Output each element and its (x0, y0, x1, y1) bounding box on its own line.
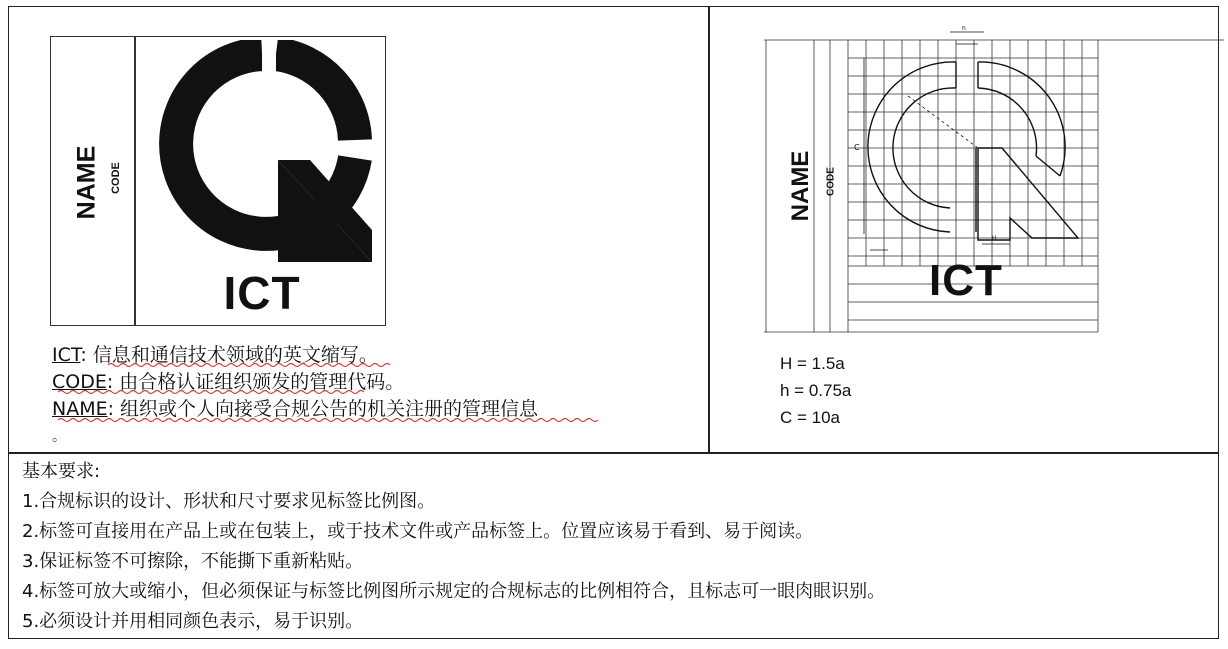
dim-h-label: H (992, 235, 997, 242)
description-tail: 。 (52, 429, 66, 445)
description-name-text: : 组织或个人向接受合规公告的机关注册的管理信息 (107, 398, 539, 420)
formula-small-h: h = 0.75a (780, 381, 852, 400)
term-name: NAME (52, 398, 108, 420)
logo-name-label: NAME (72, 145, 101, 220)
logo-ict-text: ICT (223, 267, 301, 319)
requirement-item-4: 4.标签可放大或缩小，但必须保证与标签比例图所示规定的合规标志的比例相符合，且标志可一眼肉眼识别。 (22, 581, 886, 602)
description-code-text: : 由合格认证组织颁发的管理代码。 (106, 371, 405, 393)
column-divider (708, 6, 710, 453)
spellcheck-squiggles (0, 0, 708, 452)
description-ict-text: : 信息和通信技术领域的英文缩写。 (80, 344, 378, 366)
term-ict: ICT (52, 344, 81, 366)
formula-c: C = 10a (780, 408, 841, 427)
dim-c-label: C (854, 143, 860, 152)
dim-small-h-label: h (962, 26, 966, 32)
requirements-heading: 基本要求: (22, 461, 101, 482)
requirement-item-5: 5.必须设计并用相同颜色表示，易于识别。 (22, 611, 364, 632)
requirement-item-1: 1.合规标识的设计、形状和尺寸要求见标签比例图。 (22, 491, 436, 512)
diagram-code-label: CODE (825, 167, 837, 196)
formula-h: H = 1.5a (780, 354, 845, 373)
term-code: CODE (52, 371, 107, 393)
row-divider (8, 452, 1219, 454)
requirement-item-2: 2.标签可直接用在产品上或在包装上，或于技术文件或产品标签上。位置应该易于看到、易于阅读。 (22, 521, 814, 542)
requirement-item-3: 3.保证标签不可擦除，不能撕下重新粘贴。 (22, 551, 364, 572)
logo-code-label: CODE (110, 162, 122, 194)
diagram-name-label: NAME (787, 150, 814, 222)
diagram-ict-text: ICT (929, 256, 1003, 305)
